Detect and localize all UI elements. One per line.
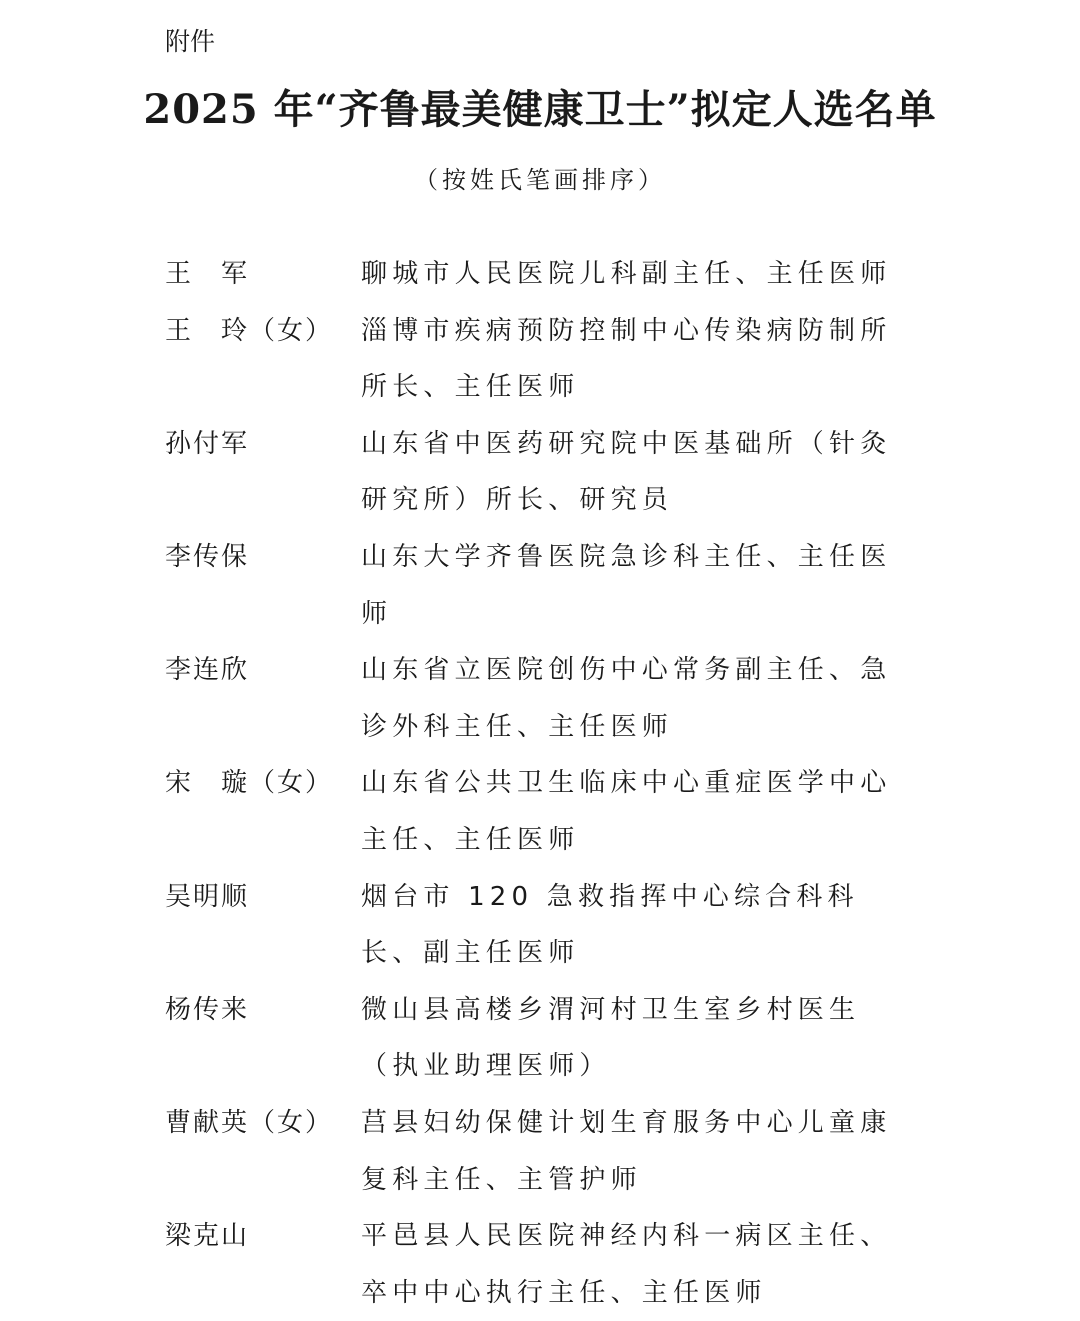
candidate-name: 李连欣 [165, 655, 250, 686]
candidate-name: 吴明顺 [165, 881, 250, 912]
candidate-row [165, 416, 915, 529]
candidate-name: 孙付军 [165, 428, 250, 459]
document-subtitle: （按姓氏笔画排序） [414, 166, 666, 194]
attachment-label: 附件 [165, 27, 216, 56]
candidate-description: 烟台市 120 急救指挥中心综合科科长、副主任医师 [361, 881, 859, 969]
candidate-name: 李传保 [165, 541, 250, 572]
candidate-description: 山东省公共卫生临床中心重症医学中心主任、主任医师 [361, 768, 892, 855]
candidate-row [165, 982, 915, 1095]
candidate-row [165, 246, 915, 303]
candidate-name: 杨传来 [165, 994, 250, 1025]
candidate-row [165, 303, 915, 416]
candidate-description: 微山县高楼乡渭河村卫生室乡村医生（执业助理医师） [361, 994, 861, 1082]
candidate-description: 山东省中医药研究院中医基础所（针灸研究所）所长、研究员 [361, 428, 892, 516]
candidate-row [165, 529, 915, 642]
document-title: 2025 年“齐鲁最美健康卫士”拟定人选名单 [143, 86, 937, 133]
candidate-name: 宋 璇（女） [165, 768, 334, 799]
candidate-name: 曹献英（女） [165, 1107, 334, 1138]
candidate-row [165, 1208, 915, 1321]
candidate-row [165, 642, 915, 755]
candidate-description: 聊城市人民医院儿科副主任、主任医师 [361, 259, 892, 289]
candidate-row [165, 1095, 915, 1208]
candidate-list [165, 246, 915, 1321]
candidate-row [165, 869, 915, 982]
candidate-name: 王 军 [165, 259, 250, 289]
candidate-description: 淄博市疾病预防控制中心传染病防制所所长、主任医师 [361, 315, 892, 403]
candidate-description: 山东省立医院创伤中心常务副主任、急诊外科主任、主任医师 [361, 655, 892, 742]
candidate-name: 梁克山 [165, 1221, 250, 1252]
candidate-description: 莒县妇幼保健计划生育服务中心儿童康复科主任、主管护师 [361, 1107, 892, 1195]
candidate-name: 王 玲（女） [165, 315, 334, 346]
candidate-row [165, 755, 915, 868]
candidate-description: 山东大学齐鲁医院急诊科主任、主任医师 [361, 541, 892, 629]
candidate-description: 平邑县人民医院神经内科一病区主任、卒中中心执行主任、主任医师 [361, 1221, 892, 1308]
